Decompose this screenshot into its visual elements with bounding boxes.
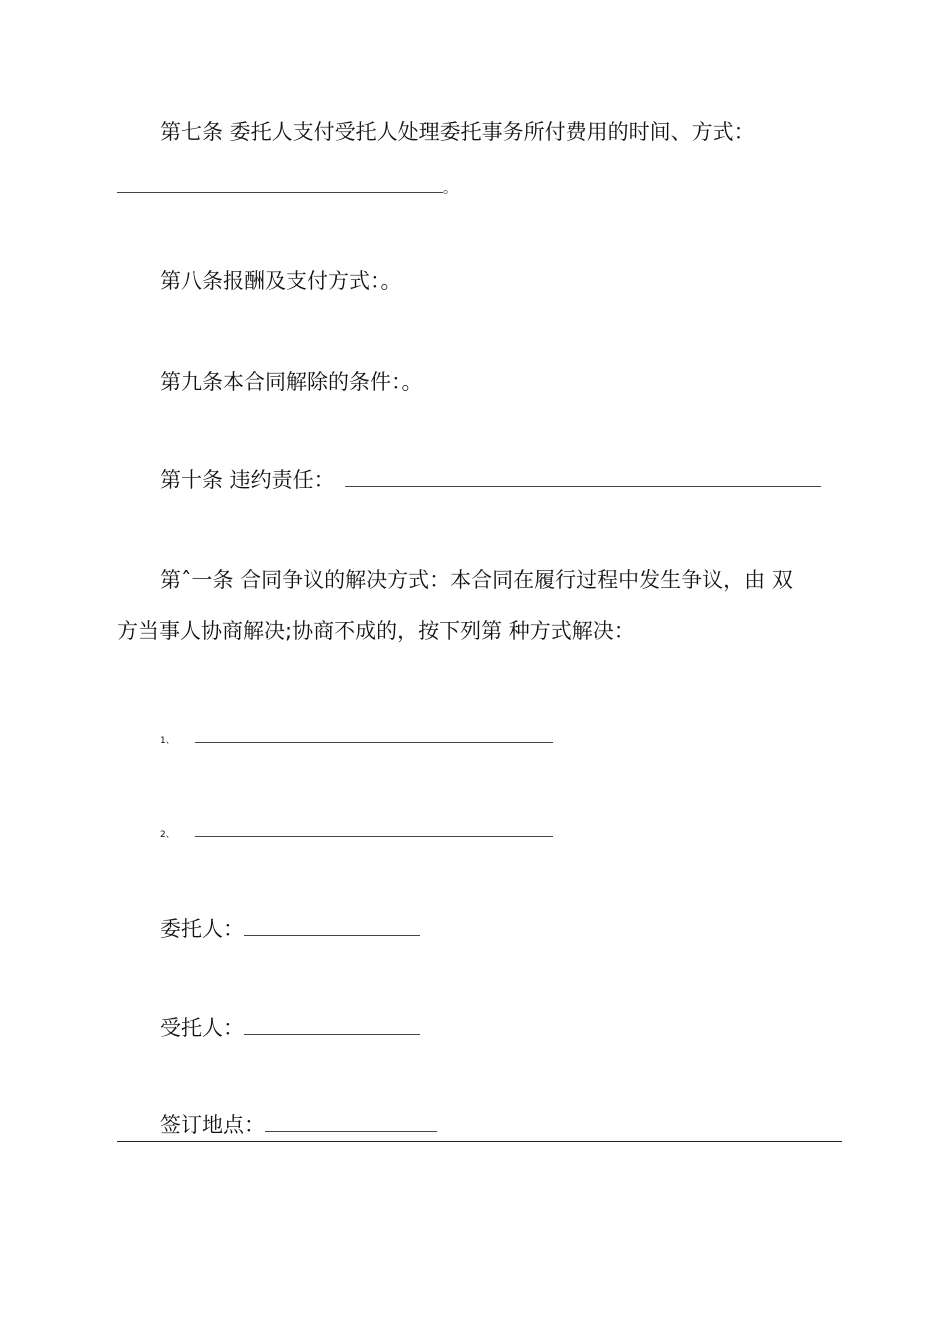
place-line <box>160 1111 437 1139</box>
trustee-label: 受托人： <box>160 1016 244 1040</box>
article-10-blank[interactable] <box>345 468 821 487</box>
option-2-line <box>160 816 553 849</box>
trustee-line <box>160 1014 420 1042</box>
client-line <box>160 915 420 943</box>
article-7-fill-line <box>117 172 457 203</box>
place-blank[interactable] <box>265 1113 437 1132</box>
article-11-line-1: 第ˆ一条 合同争议的解决方式：本合同在履行过程中发生争议，由 双 <box>160 568 793 592</box>
article-10-line <box>160 466 821 494</box>
article-7-period: 。 <box>443 181 457 197</box>
option-1-blank[interactable] <box>195 724 553 743</box>
option-1-line <box>160 722 553 755</box>
article-11-line-2: 方当事人协商解决;协商不成的，按下列第 种方式解决： <box>117 619 635 643</box>
article-9-text: 第九条本合同解除的条件：。 <box>160 370 423 394</box>
article-10-text: 第十条 违约责任： <box>160 468 335 492</box>
place-label: 签订地点： <box>160 1113 265 1137</box>
article-7-blank[interactable] <box>117 174 443 193</box>
option-2-number: 2、 <box>160 830 175 840</box>
option-1-number: 1、 <box>160 736 175 746</box>
article-8-text: 第八条报酬及支付方式：。 <box>160 269 402 293</box>
footer-rule <box>117 1141 842 1142</box>
trustee-blank[interactable] <box>244 1016 420 1035</box>
client-blank[interactable] <box>244 917 420 936</box>
client-label: 委托人： <box>160 917 244 941</box>
article-7-text: 第七条 委托人支付受托人处理委托事务所付费用的时间、方式： <box>160 120 755 144</box>
option-2-blank[interactable] <box>195 818 553 837</box>
